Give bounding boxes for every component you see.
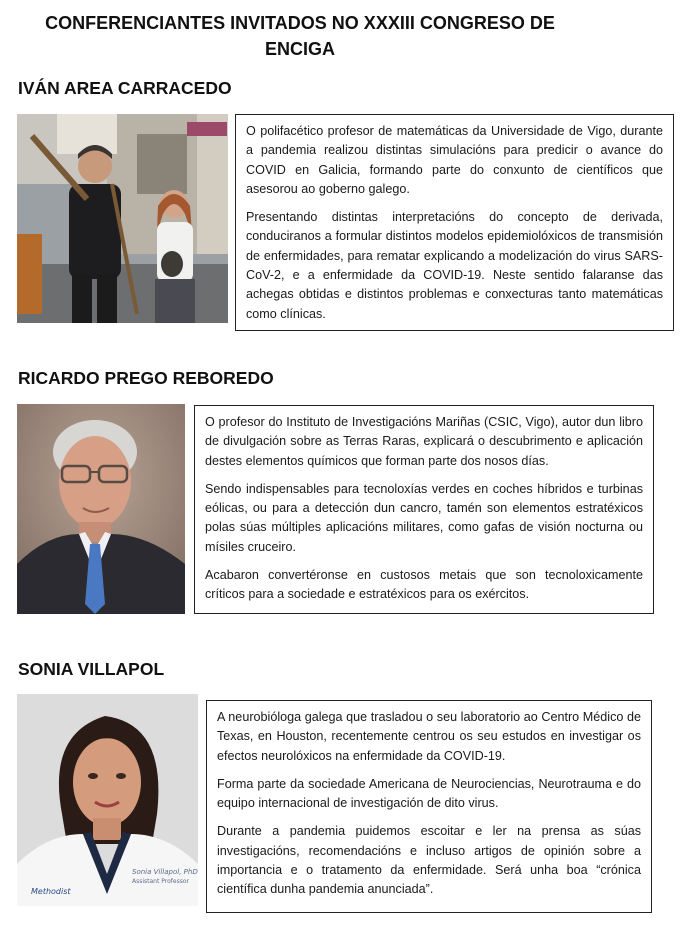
speaker-photo-ricardo-prego <box>17 404 185 614</box>
svg-text:Assistant Professor: Assistant Professor <box>132 878 189 885</box>
speaker-name-ricardo-prego: RICARDO PREGO REBOREDO <box>18 368 274 388</box>
svg-text:Methodist: Methodist <box>31 887 71 896</box>
speaker-bio-ricardo-prego <box>194 405 654 614</box>
bio-paragraph: Forma parte da sociedade Americana de Neurociencias, Neurotrauma e do equipo internacional de investigación de dito virus. <box>217 776 641 811</box>
speaker-bio-sonia-villapol <box>206 700 652 913</box>
speaker-photo-sonia-villapol <box>17 694 198 906</box>
bio-paragraph: Durante a pandemia puidemos escoitar e ler na prensa as súas investigacións, recomendacións e incluso artigos de opinión sobre a importancia e o tratamento da enfermidade. Será unha boa “crónica científica dunha pandemia anunciada”. <box>217 824 641 897</box>
speaker-name-sonia-villapol: SONIA VILLAPOL <box>18 659 165 679</box>
bio-paragraph: O polifacético profesor de matemáticas da Universidade de Vigo, durante a pandemia realizou distintas simulacións para predicir o avance do COVID en Galicia, formando parte do conxunto de científicos que asesorou ao goberno galego. <box>246 124 663 196</box>
bio-paragraph: Acabaron convertéronse en custosos metais que son tecnoloxicamente críticos para a sociedade e estratéxicos para os exércitos. <box>205 568 643 602</box>
bio-paragraph: A neurobióloga galega que trasladou o seu laboratorio ao Centro Médico de Texas, en Houston, recentemente centrou os seu estudos en investigar os efectos neurolóxicos na enfermidade da COVID-19. <box>217 710 641 763</box>
page-title: CONFERENCIANTES INVITADOS NO XXXIII CONGRESO DE ENCIGA <box>45 13 555 59</box>
svg-text:Sonia Villapol, PhD: Sonia Villapol, PhD <box>132 868 198 876</box>
speaker-bio-ivan-area <box>235 114 674 331</box>
bio-paragraph: Presentando distintas interpretacións do concepto de derivada, conduciranos a formular distintos modelos epidemiolóxicos de transmisión de enfermidades, para rematar explicando a modelización do virus SARS-CoV-2, e a enfermidade da COVID-19. Neste sentido falaranse das achegas obtidas e distintos problemas e conxecturas tanto matemáticas como clínicas. <box>246 210 663 321</box>
bio-paragraph: O profesor do Instituto de Investigacións Mariñas (CSIC, Vigo), autor dun libro de divulgación sobre as Terras Raras, explicará o descubrimento e aplicación destes elementos químicos que forman parte dos nosos días. <box>205 415 643 468</box>
bio-paragraph: Sendo indispensables para tecnoloxías verdes en coches híbridos e turbinas eólicas, ou para a detección dun cancro, tamén son elementos estratéxicos polas súas múltiples aplicacións militares, como gafas de visión nocturna ou mísiles cruceiro. <box>205 481 643 554</box>
speaker-photo-ivan-area <box>17 114 228 323</box>
speaker-name-ivan-area: IVÁN AREA CARRACEDO <box>18 78 232 98</box>
